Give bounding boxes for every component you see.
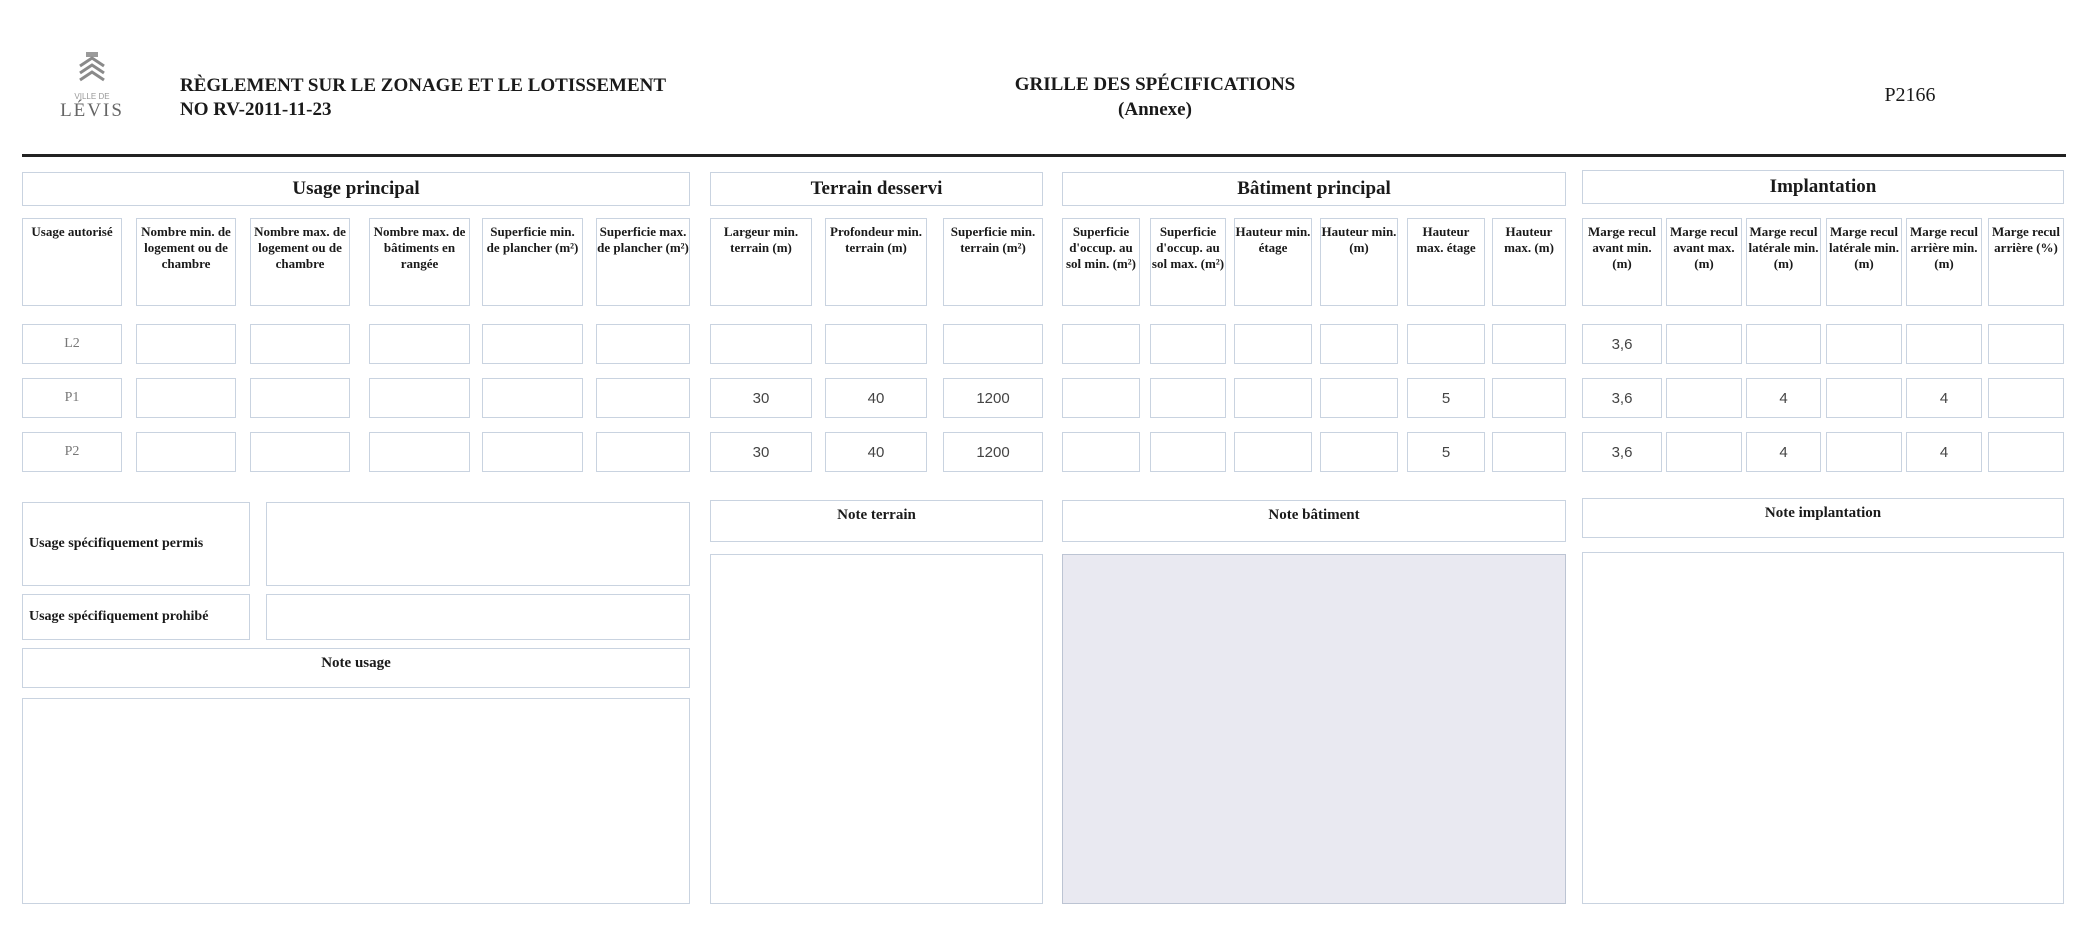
column-header-implantation-6: Marge recul arrière (%) bbox=[1988, 218, 2064, 306]
usage-permis-field bbox=[266, 502, 690, 586]
column-header-implantation-4: Marge recul latérale min. (m) bbox=[1826, 218, 1902, 306]
table-cell-batiment bbox=[1234, 324, 1312, 364]
column-header-batiment-2: Superficie d'occup. au sol max. (m²) bbox=[1150, 218, 1226, 306]
column-header-terrain-1: Largeur min. terrain (m) bbox=[710, 218, 812, 306]
column-header-usage-1: Usage autorisé bbox=[22, 218, 122, 306]
table-cell-implantation: 4 bbox=[1906, 378, 1982, 418]
column-header-terrain-3: Superficie min. terrain (m²) bbox=[943, 218, 1043, 306]
note-implantation-area bbox=[1582, 552, 2064, 904]
table-cell-batiment bbox=[1320, 378, 1398, 418]
table-cell-usage bbox=[596, 324, 690, 364]
grid-title bbox=[960, 72, 1350, 122]
table-cell-usage bbox=[482, 324, 583, 364]
column-header-usage-4: Nombre max. de bâtiments en rangée bbox=[369, 218, 470, 306]
note-batiment-header: Note bâtiment bbox=[1062, 500, 1566, 542]
note-terrain-area bbox=[710, 554, 1043, 904]
column-header-terrain-2: Profondeur min. terrain (m) bbox=[825, 218, 927, 306]
column-header-batiment-6: Hauteur max. (m) bbox=[1492, 218, 1566, 306]
table-cell-usage bbox=[250, 378, 350, 418]
column-header-implantation-5: Marge recul arrière min. (m) bbox=[1906, 218, 1982, 306]
table-cell-terrain bbox=[825, 324, 927, 364]
table-cell-implantation: 4 bbox=[1746, 432, 1821, 472]
column-header-usage-5: Superficie min. de plancher (m²) bbox=[482, 218, 583, 306]
ville-de-levis-logo bbox=[62, 52, 122, 124]
section-usage-principal: Usage principal bbox=[22, 172, 690, 206]
table-cell-terrain: 40 bbox=[825, 432, 927, 472]
table-cell-implantation: 4 bbox=[1746, 378, 1821, 418]
table-cell-terrain bbox=[710, 324, 812, 364]
grid-title-main: GRILLE DES SPÉCIFICATIONS bbox=[1014, 74, 1296, 95]
column-header-usage-2: Nombre min. de logement ou de chambre bbox=[136, 218, 236, 306]
table-cell-usage bbox=[136, 432, 236, 472]
table-cell-terrain: 30 bbox=[710, 378, 812, 418]
table-cell-batiment bbox=[1150, 432, 1226, 472]
usage-permis-label: Usage spécifiquement permis bbox=[22, 502, 250, 586]
table-cell-batiment bbox=[1150, 378, 1226, 418]
note-batiment-area bbox=[1062, 554, 1566, 904]
column-header-batiment-4: Hauteur min. (m) bbox=[1320, 218, 1398, 306]
table-cell-batiment bbox=[1320, 324, 1398, 364]
table-cell-batiment bbox=[1062, 324, 1140, 364]
table-cell-usage bbox=[250, 432, 350, 472]
regulation-title-line1: RÈGLEMENT SUR LE ZONAGE ET LE LOTISSEMENT bbox=[180, 75, 667, 96]
table-cell-implantation bbox=[1826, 324, 1902, 364]
usage-prohibe-label: Usage spécifiquement prohibé bbox=[22, 594, 250, 640]
table-cell-terrain bbox=[943, 324, 1043, 364]
column-header-implantation-2: Marge recul avant max. (m) bbox=[1666, 218, 1742, 306]
table-cell-implantation bbox=[1666, 432, 1742, 472]
note-usage-header: Note usage bbox=[22, 648, 690, 688]
table-cell-implantation bbox=[1666, 378, 1742, 418]
table-cell-batiment bbox=[1320, 432, 1398, 472]
table-cell-terrain: 40 bbox=[825, 378, 927, 418]
column-header-batiment-3: Hauteur min. étage bbox=[1234, 218, 1312, 306]
table-cell-implantation: 4 bbox=[1906, 432, 1982, 472]
regulation-title bbox=[180, 74, 666, 122]
section-terrain-desservi: Terrain desservi bbox=[710, 172, 1043, 206]
logo-small-text: VILLE DE bbox=[74, 92, 110, 101]
logo-city-text: LÉVIS bbox=[60, 100, 124, 121]
table-cell-batiment bbox=[1234, 378, 1312, 418]
table-cell-implantation: 3,6 bbox=[1582, 432, 1662, 472]
zone-code: P2166 bbox=[1884, 84, 1936, 106]
regulation-number: NO RV-2011-11-23 bbox=[180, 99, 332, 120]
table-cell-implantation: 3,6 bbox=[1582, 378, 1662, 418]
table-cell-batiment bbox=[1492, 324, 1566, 364]
table-cell-usage bbox=[596, 378, 690, 418]
table-cell-usage bbox=[250, 324, 350, 364]
row-usage-code: P1 bbox=[22, 378, 122, 418]
usage-prohibe-field bbox=[266, 594, 690, 640]
table-cell-terrain: 30 bbox=[710, 432, 812, 472]
table-cell-batiment bbox=[1062, 432, 1140, 472]
levis-emblem-icon bbox=[77, 52, 107, 88]
header-divider bbox=[22, 154, 2066, 157]
table-cell-terrain: 1200 bbox=[943, 432, 1043, 472]
column-header-implantation-3: Marge recul latérale min. (m) bbox=[1746, 218, 1821, 306]
column-header-implantation-1: Marge recul avant min. (m) bbox=[1582, 218, 1662, 306]
table-cell-usage bbox=[596, 432, 690, 472]
note-terrain-header: Note terrain bbox=[710, 500, 1043, 542]
table-cell-implantation bbox=[1826, 432, 1902, 472]
section-implantation: Implantation bbox=[1582, 170, 2064, 204]
table-cell-batiment bbox=[1492, 378, 1566, 418]
note-implantation-header: Note implantation bbox=[1582, 498, 2064, 538]
table-cell-implantation bbox=[1988, 432, 2064, 472]
table-cell-batiment: 5 bbox=[1407, 432, 1485, 472]
table-cell-batiment: 5 bbox=[1407, 378, 1485, 418]
table-cell-batiment bbox=[1234, 432, 1312, 472]
table-cell-usage bbox=[136, 378, 236, 418]
table-cell-batiment bbox=[1062, 378, 1140, 418]
table-cell-usage bbox=[482, 432, 583, 472]
table-cell-terrain: 1200 bbox=[943, 378, 1043, 418]
section-batiment-principal: Bâtiment principal bbox=[1062, 172, 1566, 206]
table-cell-implantation bbox=[1746, 324, 1821, 364]
table-cell-usage bbox=[369, 432, 470, 472]
column-header-usage-3: Nombre max. de logement ou de chambre bbox=[250, 218, 350, 306]
column-header-batiment-1: Superficie d'occup. au sol min. (m²) bbox=[1062, 218, 1140, 306]
table-cell-implantation bbox=[1988, 378, 2064, 418]
table-cell-implantation bbox=[1826, 378, 1902, 418]
table-cell-batiment bbox=[1150, 324, 1226, 364]
column-header-usage-6: Superficie max. de plancher (m²) bbox=[596, 218, 690, 306]
grid-title-sub: (Annexe) bbox=[1118, 99, 1192, 120]
table-cell-implantation bbox=[1906, 324, 1982, 364]
row-usage-code: P2 bbox=[22, 432, 122, 472]
table-cell-usage bbox=[369, 324, 470, 364]
table-cell-implantation bbox=[1666, 324, 1742, 364]
table-cell-usage bbox=[369, 378, 470, 418]
column-header-batiment-5: Hauteur max. étage bbox=[1407, 218, 1485, 306]
table-cell-usage bbox=[482, 378, 583, 418]
table-cell-implantation: 3,6 bbox=[1582, 324, 1662, 364]
row-usage-code: L2 bbox=[22, 324, 122, 364]
note-usage-area bbox=[22, 698, 690, 904]
table-cell-implantation bbox=[1988, 324, 2064, 364]
table-cell-batiment bbox=[1407, 324, 1485, 364]
table-cell-usage bbox=[136, 324, 236, 364]
table-cell-batiment bbox=[1492, 432, 1566, 472]
